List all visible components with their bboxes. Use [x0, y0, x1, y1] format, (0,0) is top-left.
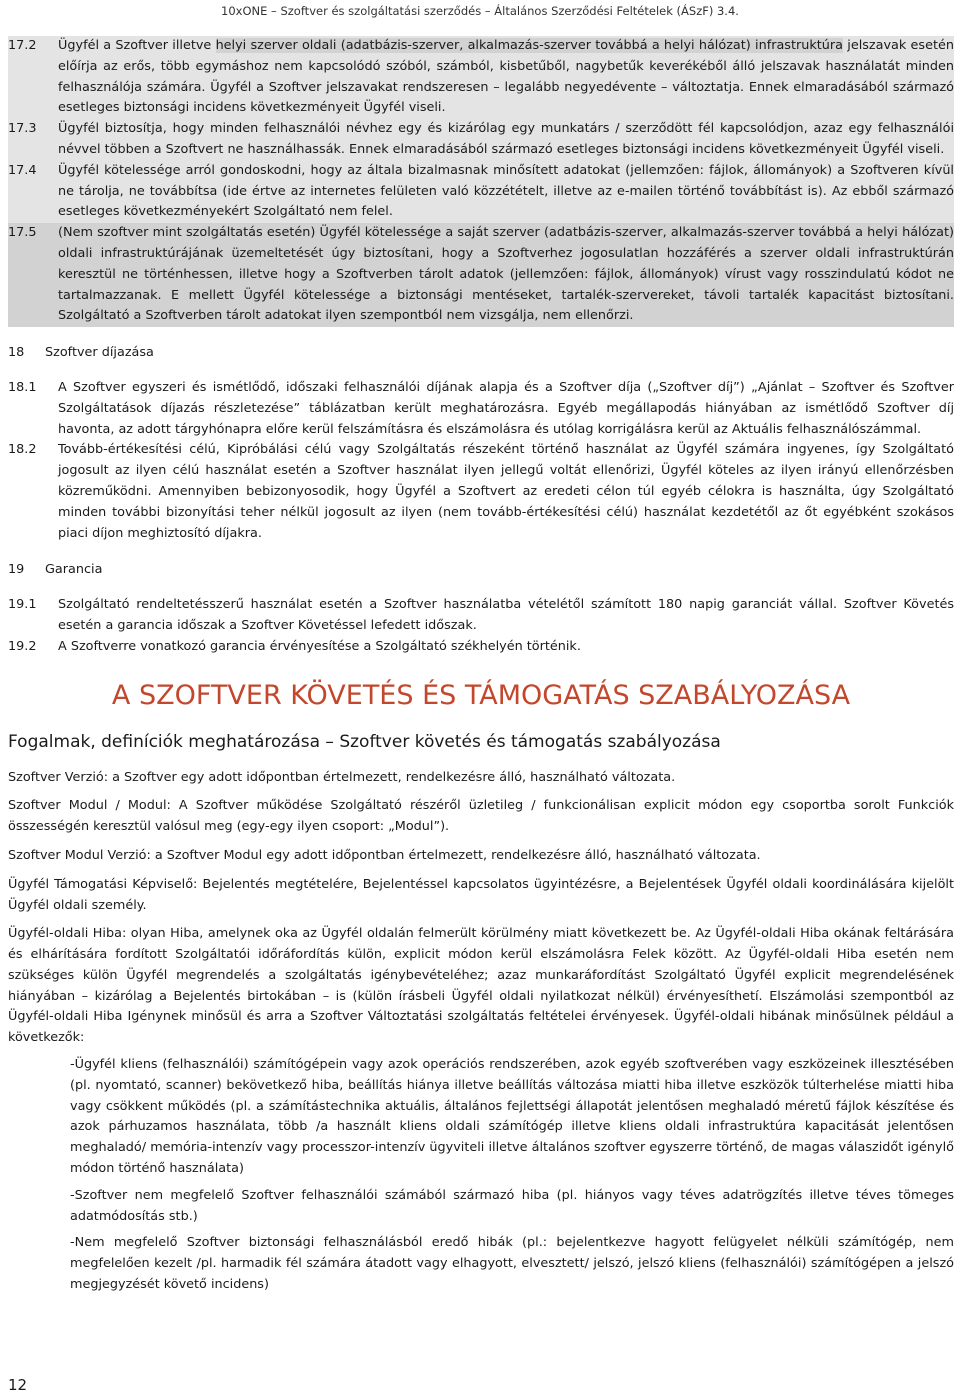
definition-paragraph: Ügyfél-oldali Hiba: olyan Hiba, amelynek oka az Ügyfél oldalán felmerült körülmény miatt következett be. Az Ügyfél-oldali Hiba okának feltárására és elhárítására fordított Szolgáltatói időráfordítás külön, explicit módon kerül elszámolásra Felek között. Az Ügyfél-oldali Hiba esetén nem szükséges külön Ügyfél megrendelés a szolgáltatás igénybevételéhez; azaz munkaráfordítást Szolgáltató Ügyfél explicit megrendelésének hiányában – kizárólag a Bejelentés birtokában – is (külön írásbeli Ügyfél oldali nyilatkozat nélkül) érvényesíthetí. Elszámolási szempontból az Ügyfél-oldali Hiba Igénynek minősül és arra a Szoftver Változtatási szolgáltatás feltételei érvényesek. Ügyfél-oldali hibának minősülnek például a következők: — [8, 926, 954, 1046]
section-title: Szoftver díjazása — [45, 345, 154, 361]
clause-text: (Nem szoftver mint szolgáltatás esetén) Ügyfél kötelessége a saját szerver (adatbázis-szerver, alkalmazás-szerver továbbá a helyi hálózat) oldali infrastruktúrájának üzemeltetését úgy biztosítani, hogy a Szoftverhez jogosulatlan hozzáférés a szerver oldali infrastruktúrán keresztül ne történhessen, illetve hogy a Szoftverben tárolt adatok (jellemzően: fájlok, állományok) vírust vagy rosszindulatú kódot ne tartalmazzanak. E mellett Ügyfél kötelessége a biztonsági mentéseket, tartalék-szervereket, távoli tartalék kapacitást biztosítani. Szolgáltató a Szoftverben tárolt adatokat ilyen szempontból nem vizsgálja, nem ellenőrzi. — [58, 225, 954, 324]
definition-paragraph: Szoftver Verzió: a Szoftver egy adott időpontban értelmezett, rendelkezésre álló, használható változata. — [8, 769, 676, 785]
clause-text: Ügyfél a Szoftver illetve helyi szerver oldali (adatbázis-szerver, alkalmazás-szerver továbbá a helyi hálózat) infrastruktúra jelszavak esetén előírja az erős, több egymáshoz nem kapcsolódó szóból, számból, kisbetűből, nagybetűk keverékéből álló jelszavak használatát minden felhasználója számára. Ügyfél a Szoftver jelszavakat rendszeresen – legalább negyedévente – változtatja. Ennek elmaradásából származó esetleges biztonsági incidens következményeit Ügyfél viseli. — [58, 38, 954, 116]
clause-19-2 — [8, 637, 954, 658]
clause-17-4 — [8, 161, 954, 223]
section-number: 19 — [8, 562, 25, 578]
section-heading-19 — [8, 560, 954, 581]
section-number: 18 — [8, 345, 25, 361]
section-title: Garancia — [45, 562, 103, 578]
list-item: -Szoftver nem megfelelő Szoftver felhasználói számából származó hiba (pl. hiányos vagy téves adatrögzítés illetve téves tömeges adatmódosítás stb.) — [70, 1187, 954, 1224]
clause-number: 17.5 — [8, 225, 37, 241]
clause-text: Szolgáltató rendeltetésszerű használat esetén a Szoftver használatba vételétől számított 180 napig garanciát vállal. Szoftver Követés esetén a garancia időszak a Szoftver Követéssel lefedett időszak. — [58, 597, 954, 633]
clause-number: 18.2 — [8, 442, 37, 458]
clause-number: 19.1 — [8, 597, 37, 613]
definition-paragraph: Szoftver Modul / Modul: A Szoftver működése Szolgáltató részéről üzletileg / funkcionálisan explicit módon egy csoportba sorolt Funkciók összességén keresztül valósul meg (egy-egy ilyen csoport: „Modul”). — [8, 798, 954, 835]
list-item: -Ügyfél kliens (felhasználói) számítógépein vagy azok operációs rendszerében, azok egyéb szoftverében vagy eszközeinek illesztésében (pl. nyomtató, scanner) bekövetkező hiba, beállítás hiánya illetve beállítás változása miatti hiba illetve eszközök túlterhelése miatti hiba vagy csökkent működés (pl. a számítástechnika aktuális, általános fejlettségi állapotát jelentősen meghaladó méretű fájlok készítése és azok párhuzamos használata, több /a használt kliens oldali számítógép illetve kliens oldali infrastruktúra kapacitását jelentősen meghaladó/ memória-intenzív vagy processzor-intenzív ügyviteli illetve általános szoftver egyszerre történő, de magas válaszidőt igénylő módon történő használata) — [70, 1057, 954, 1177]
clause-number: 17.2 — [8, 38, 37, 53]
clause-text: Ügyfél biztosítja, hogy minden felhasználói névhez egy és kizárólag egy munkatárs / szerződött fél kapcsolódjon, azaz egy felhasználói névvel többen a Szoftvert ne használhassák. Ennek elmaradásából származó esetleges biztonsági incidens következményeit Ügyfél viseli. — [58, 121, 954, 157]
clause-17-3 — [8, 119, 954, 161]
clause-text: A Szoftver egyszeri és ismétlődő, időszaki felhasználói díjának alapja és a Szoftver díja („Szoftver díj”) „Ajánlat – Szoftver és Szoftver Szolgáltatások díjazás részletezése” táblázatban került meghatározásra. Egyéb megállapodás hiányában az ismétlődő Szoftver díj havonta, az adott tárgyhónapra előre kerül felszámításra és elszámolásra és utólag korrigálásra kerül az Aktuális felhasználószámmal. — [58, 379, 954, 437]
list-item: -Nem megfelelő Szoftver biztonsági felhasználásból eredő hibák (pl.: bejelentkezve hagyott felügyelet nélküli számítógép, nem megfelelően kezelt /pl. harmadik fél számára átadott vagy elhagyott, elvesztett/ jelszó, jelszó kliens (felhasználói) számítógépen a jelszó megjegyzését követő incidens) — [70, 1235, 954, 1293]
clause-number: 17.3 — [8, 121, 37, 137]
highlighted-text: helyi szerver oldali (adatbázis-szerver, alkalmazás-szerver továbbá a helyi hálózat) infrastruktúra — [215, 38, 843, 53]
clause-17-5 — [8, 223, 954, 327]
clause-18-2 — [8, 440, 954, 544]
chapter-subtitle: Fogalmak, definíciók meghatározása – Szoftver követés és támogatás szabályozása — [8, 731, 721, 752]
clause-18-1 — [8, 378, 954, 440]
clause-text: A Szoftverre vonatkozó garancia érvényesítése a Szolgáltató székhelyén történik. — [58, 638, 581, 654]
clause-number: 17.4 — [8, 162, 37, 178]
clause-number: 18.1 — [8, 379, 37, 395]
clause-number: 19.2 — [8, 638, 37, 654]
document-body — [8, 36, 954, 1296]
page-number: 12 — [8, 1376, 28, 1394]
clause-19-1 — [8, 595, 954, 637]
section-heading-18 — [8, 343, 954, 364]
clause-17-2 — [8, 36, 954, 119]
clause-text: Tovább-értékesítési célú, Kipróbálási célú vagy Szolgáltatás részeként történő használat az Ügyfél számára ingyenes, így Szolgáltató jogosult az ilyen célú használat esetén a Szoftver használat ilyen jellegű voltát ellenőrizi, Ügyfél köteles az ilyen irányú ellenőrzésben közreműködni. Amennyiben bebizonyosodik, hogy Ügyfél a Szoftvert az eredeti célon túl egyéb célokra is használta, úgy Szolgáltató minden további bizonyítási teher nélkül jogosult az ilyen (nem tovább-értékesítési célú) használat kezdetétől az őt egyébként szokásos piaci díjon meghiztosító díjakra. — [58, 442, 954, 541]
definition-paragraph: Szoftver Modul Verzió: a Szoftver Modul egy adott időpontban értelmezett, rendelkezésre álló, használható változata. — [8, 847, 761, 863]
chapter-title: A SZOFTVER KÖVETÉS ÉS TÁMOGATÁS SZABÁLYOZÁSA — [111, 679, 851, 711]
clause-text: Ügyfél kötelessége arról gondoskodni, hogy az általa bizalmasnak minősített adatokat (jellemzően: fájlok, állományok) a Szoftveren kívül ne tárolja, ne továbbítsa (ide értve az internetes felületen való közzétételt, illetve az e-mailen történő továbbítást is). Az ebből származó esetleges következményekért Szolgáltató nem felel. — [58, 162, 954, 220]
definition-paragraph: Ügyfél Támogatási Képviselő: Bejelentés megtételére, Bejelentéssel kapcsolatos ügyintézésre, a Bejelentések Ügyfél oldali koordinálására kijelölt Ügyfél oldali személy. — [8, 876, 954, 913]
running-header: 10xONE – Szoftver és szolgáltatási szerződés – Általános Szerződési Feltételek (ÁSzF) 3.4. — [221, 4, 739, 18]
